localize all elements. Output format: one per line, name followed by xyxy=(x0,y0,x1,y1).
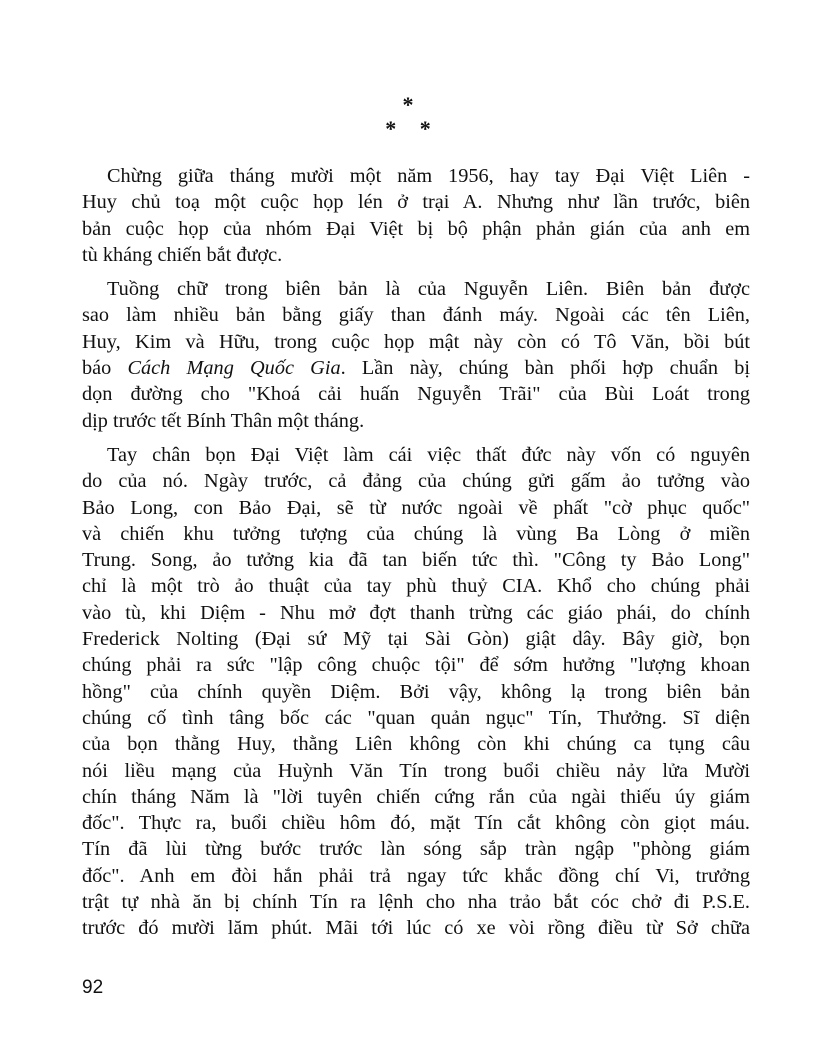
text-line: bản cuộc họp của nhóm Đại Việt bị bộ phận phản gián của anh em xyxy=(82,217,750,240)
text-line: dọn đường cho "Khoá cải huấn Nguyễn Trãi" của Bùi Loát trong xyxy=(82,383,750,406)
text-line: Huy, Kim và Hữu, trong cuộc họp mật này còn có Tô Văn, bồi bút xyxy=(82,330,750,353)
text-line: nói liều mạng của Huỳnh Văn Tín trong buổi chiều nảy lửa Mười xyxy=(82,759,750,782)
paragraph xyxy=(82,276,750,434)
text-line: vào tù, khi Diệm - Nhu mở đợt thanh trừng các giáo phái, do chính xyxy=(82,601,750,624)
text-line: Tuồng chữ trong biên bản là của Nguyễn Liên. Biên bản được xyxy=(107,278,750,301)
text-line: đốc". Thực ra, buổi chiều hôm đó, mặt Tín cắt không còn giọt máu. xyxy=(82,812,750,835)
text-line: Frederick Nolting (Đại sứ Mỹ tại Sài Gòn) giật dây. Bây giờ, bọn xyxy=(82,628,750,651)
text-line: trật tự nhà ăn bị chính Tín ra lệnh cho nha trảo bắt cóc chở đi P.S.E. xyxy=(82,891,750,914)
text-line: báo Cách Mạng Quốc Gia. Lần này, chúng bàn phối hợp chuẩn bị xyxy=(82,357,751,380)
text-line: do của nó. Ngày trước, cả đảng của chúng gửi gấm ảo tưởng vào xyxy=(82,470,750,493)
text-line: chỉ là một trò ảo thuật của tay phù thuỷ CIA. Khổ cho chúng phải xyxy=(82,575,750,598)
paragraph xyxy=(82,163,750,268)
section-ornament-bottom: * * xyxy=(385,116,431,141)
text-line: tù kháng chiến bắt được. xyxy=(82,243,283,266)
text-line: Huy chủ toạ một cuộc họp lén ở trại A. Nhưng như lần trước, biên xyxy=(82,191,750,214)
text-line: của bọn thằng Huy, thằng Liên không còn khi chúng ca tụng câu xyxy=(82,733,750,756)
section-ornament-top: * xyxy=(402,92,414,117)
body-text xyxy=(82,163,750,950)
text-line: chín tháng Năm là "lời tuyên chiến cứng rắn của ngài thiếu úy giám xyxy=(82,785,750,808)
text-line: Bảo Long, con Bảo Đại, sẽ từ nước ngoài về phất "cờ phục quốc" xyxy=(82,496,750,519)
text-line: Chừng giữa tháng mười một năm 1956, hay tay Đại Việt Liên - xyxy=(107,165,750,187)
text-line: hồng" của chính quyền Diệm. Bởi vậy, không lạ trong biên bản xyxy=(82,680,750,703)
text-line: Tín đã lùi từng bước trước làn sóng sắp tràn ngập "phòng giám xyxy=(82,838,750,861)
text-line: chúng phải ra sức "lập công chuộc tội" để sớm hưởng "lượng khoan xyxy=(82,654,750,677)
text-line: dịp trước tết Bính Thân một tháng. xyxy=(82,409,365,432)
text-line: đốc". Anh em đòi hắn phải trả ngay tức khắc đồng chí Vi, trưởng xyxy=(82,864,750,887)
text-line: Tay chân bọn Đại Việt làm cái việc thất đức này vốn có nguyên xyxy=(107,443,750,466)
text-line: Trung. Song, ảo tưởng kia đã tan biến tức thì. "Công ty Bảo Long" xyxy=(82,549,750,572)
text-line: sao làm nhiều bản bằng giấy than đánh máy. Ngoài các tên Liên, xyxy=(82,304,750,327)
text-line: và chiến khu tưởng tượng của chúng là vùng Ba Lòng ở miền xyxy=(82,522,750,545)
page-number: 92 xyxy=(82,977,104,998)
paragraph xyxy=(82,442,750,942)
text-line: trước đó mười lăm phút. Mãi tới lúc có xe vòi rồng điều từ Sở chữa xyxy=(82,917,750,940)
newspaper-title: Cách Mạng Quốc Gia xyxy=(127,357,341,380)
text-line: chúng cố tình tâng bốc các "quan quản ngục" Tín, Thưởng. Sĩ diện xyxy=(82,706,750,729)
